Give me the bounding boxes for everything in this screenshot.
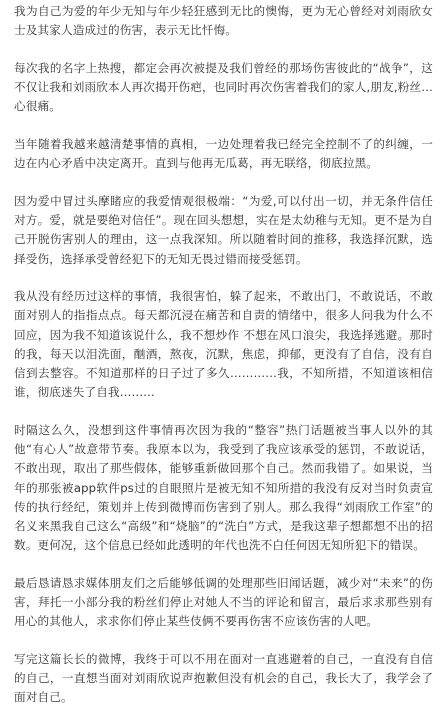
- paragraph-hot-search: 每次我的名字上热搜，都定会再次被提及我们曾经的那场伤害彼此的“战争”，这不仅让我和刘雨欣本人再次揭开伤疤，也同时再次伤害着我们的家人,朋友,粉丝…心很痛。: [14, 60, 433, 114]
- paragraph-rumor: 时隔这么久，没想到这件事情再次因为我的“整容”热门话题被当事人以外的其他“有心人”故意带节奏。我原本以为，我受到了我应该承受的惩罚，不敢说话，不敢出现，取出了那些假体，能够重新做回那个自己。然而我错了。如果说，当年的那张被app软件ps过的自眼照片是被无知不知所措的我没有反对当时负责宣传的执行经纪，策划并上传到微博而伤害到了别人。那么我得“刘雨欣工作室”的名义来黑我自己这么“高级”和“烧脑”的“洗白”方式，是我这辈子想都想不出的招数。更何况，这个信息已经如此透明的年代也洗不白任何因无知所犯下的错误。: [14, 422, 433, 553]
- paragraph-hiding: 我从没有经历过这样的事情，我很害怕，躲了起来，不敢出门，不敢说话，不敢面对别人的指指点点。每天都沉浸在痛苦和自责的情绪中，很多人问我为什么不回应，因为我不知道该说什么，我不想炒作 不想在风口浪尖，我选择逃避。那时的我，每天以泪洗面，酗酒，熬夜，沉默，焦虑，抑郁，更没有了自信，没有自信到去整容。不知道那样的日子过了多久…………我，不知所措，不知道该相信谁，彻底迷失了自我………: [14, 289, 433, 400]
- paragraph-love-view: 因为爱中冒过头摩睹应的我爱情观很极端：“为爱,可以付出一切，并无条件信任对方。爱，就是要绝对信任”。现在回头想想，实在是太幼稚与无知。更不是为自己开脱伤害别人的理由，这一点我深知。所以随着时间的推移，我选择沉默，选择受伤，选择承受曾经犯下的无知无畏过错而接受惩罚。: [14, 193, 433, 266]
- paragraph-leaving: 当年随着我越来越清楚事情的真相，一边处理着我已经完全控制不了的纠缠，一边在内心矛盾中决定离开。直到与他再无瓜葛，再无联络，彻底拉黑。: [14, 137, 433, 171]
- paragraph-request: 最后恳请恳求媒体朋友们之后能够低调的处理那些旧闻话题，减少对“未来”的伤害，拜托一小部分我的粉丝们停止对她人不当的评论和留言，最后求求那些别有用心的其他人，求求你们停止某些伎俩不要再伤害不应该伤害的人吧。: [14, 575, 433, 629]
- paragraph-apology: 我为自己为爱的年少无知与年少轻狂感到无比的懊悔，更为无心曾经对刘雨欣女士及其家人造成过的伤害，表示无比忏悔。: [14, 4, 433, 38]
- paragraph-closing: 写完这篇长长的微博，我终于可以不用在面对一直逃避着的自己，一直没有自信的自己，一直想当面对刘雨欣说声抱歉但没有机会的自己，我长大了，我学会了面对自己。: [14, 651, 433, 705]
